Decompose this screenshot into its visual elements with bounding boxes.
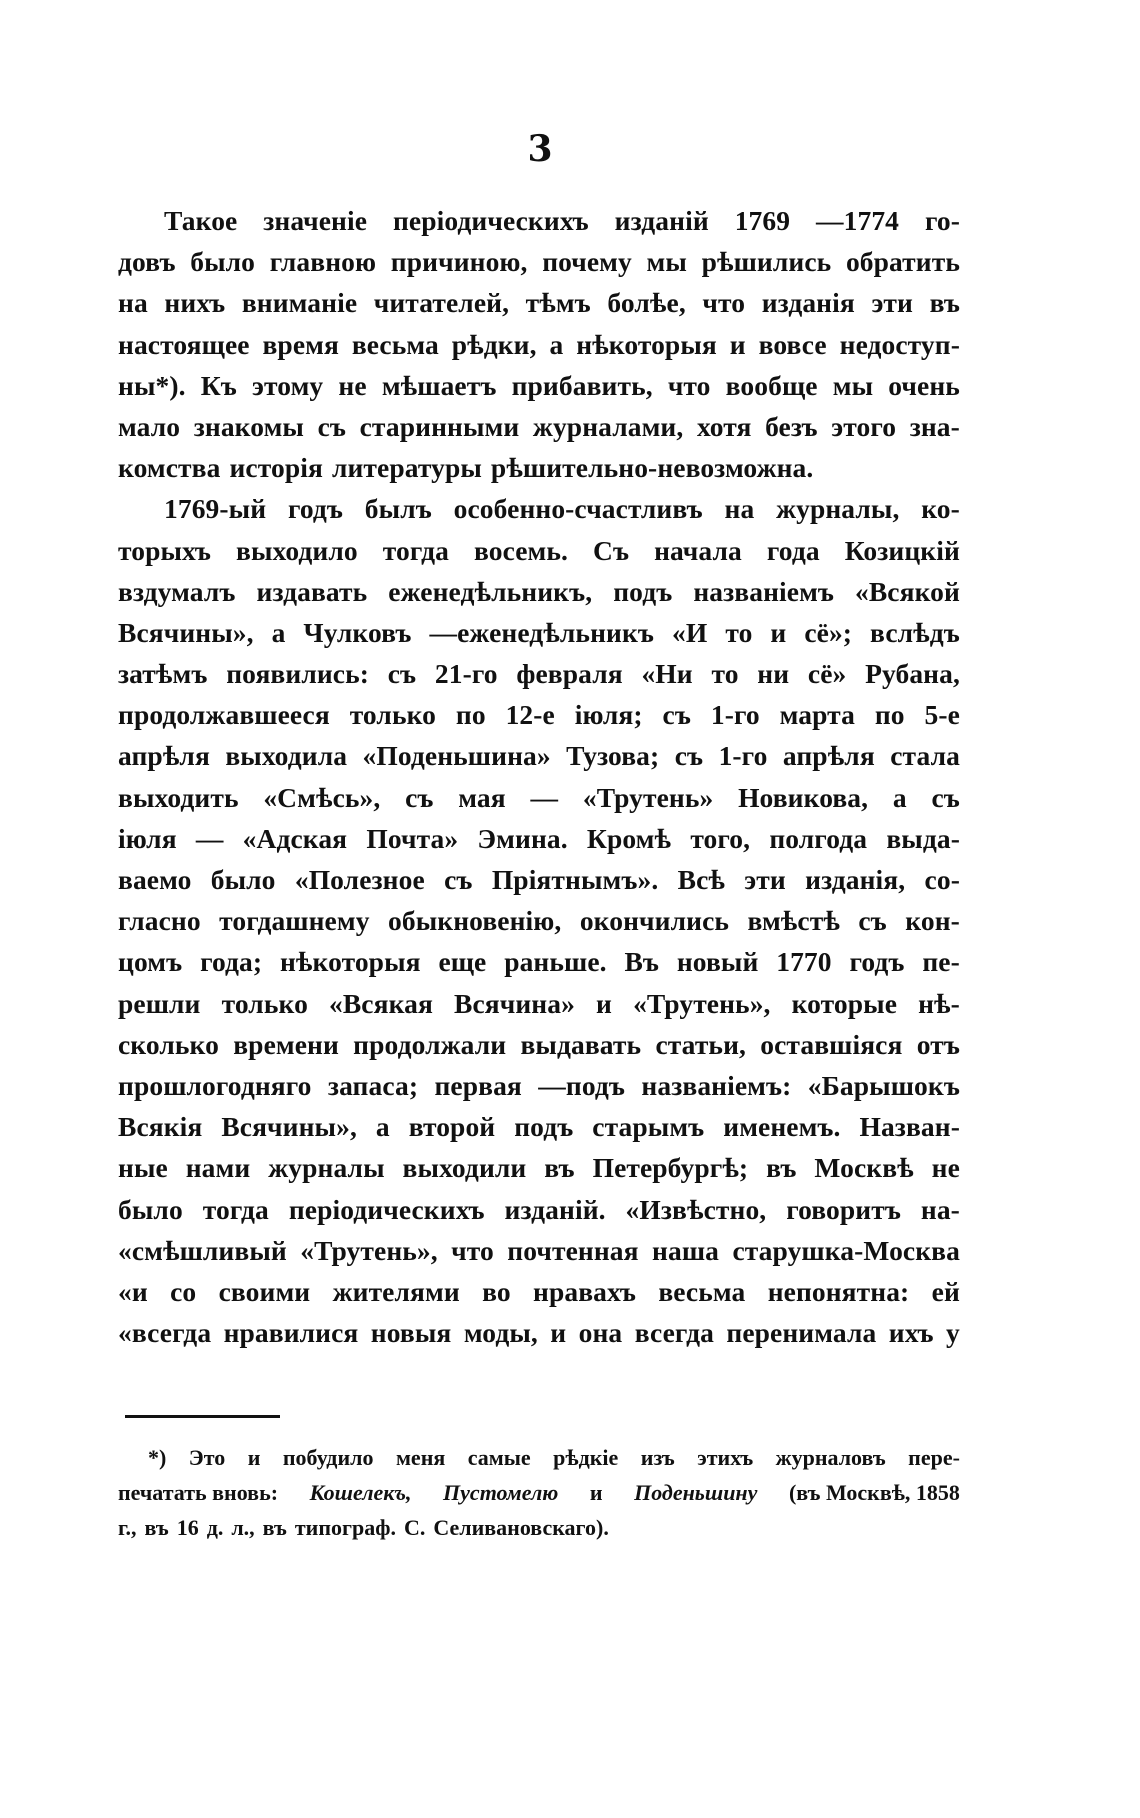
text-word: весьма bbox=[351, 328, 439, 360]
text-word: журналами, bbox=[532, 410, 684, 442]
text-word: «Трутень», bbox=[300, 1234, 438, 1266]
text-word: а bbox=[892, 781, 907, 813]
text-word: торыхъ bbox=[118, 534, 211, 566]
text-line bbox=[118, 1189, 960, 1230]
text-word: тогдашнему bbox=[219, 905, 370, 937]
text-word: Всячины», bbox=[118, 616, 254, 648]
text-word: гласно bbox=[118, 905, 201, 937]
text-line bbox=[118, 818, 960, 859]
text-word: почтенная bbox=[507, 1234, 639, 1266]
text-word: наша bbox=[652, 1234, 720, 1266]
text-word: нравахъ bbox=[533, 1275, 636, 1307]
text-word: іюля bbox=[118, 822, 177, 854]
text-word: вздумалъ bbox=[118, 575, 236, 607]
text-line bbox=[118, 1312, 960, 1353]
text-word: настоящее bbox=[118, 328, 250, 360]
text-word: годъ bbox=[849, 946, 905, 978]
text-word: съ bbox=[405, 781, 434, 813]
text-word: Петербургѣ; bbox=[592, 1152, 749, 1184]
text-word: того, bbox=[690, 822, 751, 854]
text-word: безъ bbox=[765, 410, 818, 442]
text-word: литературы bbox=[331, 452, 482, 484]
text-word: только bbox=[349, 699, 437, 731]
text-word: съ bbox=[387, 658, 417, 690]
text-word: ни bbox=[757, 658, 790, 690]
footnote-word: меня bbox=[395, 1445, 446, 1470]
footnote-text: печатать вновь: bbox=[118, 1480, 279, 1505]
text-line bbox=[118, 447, 960, 488]
footnote-word: самые bbox=[467, 1445, 531, 1470]
footnote-title-pustomelya: Пустомелю bbox=[443, 1480, 559, 1505]
text-word: Кромѣ bbox=[586, 822, 672, 854]
footnote-word: д. bbox=[206, 1515, 224, 1540]
text-line bbox=[118, 1147, 960, 1188]
text-word: изданія bbox=[761, 287, 855, 319]
text-word: второй bbox=[408, 1111, 496, 1143]
text-word: по bbox=[455, 699, 486, 731]
footnote-word: л., bbox=[231, 1515, 255, 1540]
text-word: выходило bbox=[236, 534, 358, 566]
text-word: нѣкоторыя bbox=[576, 328, 717, 360]
footnote-word: типограф. bbox=[294, 1515, 396, 1540]
text-word: что bbox=[667, 369, 711, 401]
text-line bbox=[118, 530, 960, 571]
text-word: Чулковъ bbox=[303, 616, 412, 648]
text-word: ны*). bbox=[118, 369, 186, 401]
text-word: ко- bbox=[921, 493, 960, 525]
text-word: старушка-Москва bbox=[732, 1234, 960, 1266]
text-word: «Ни bbox=[641, 658, 693, 690]
text-word: на bbox=[724, 493, 755, 525]
text-word: «Извѣстно, bbox=[625, 1193, 767, 1225]
text-line bbox=[118, 735, 960, 776]
text-word: со- bbox=[924, 864, 960, 895]
text-word: и bbox=[770, 616, 787, 648]
text-word: на bbox=[118, 287, 148, 319]
text-word: мы bbox=[832, 369, 874, 401]
text-word: Пріятнымъ». bbox=[491, 864, 659, 895]
text-word: было bbox=[118, 1193, 183, 1225]
text-word: нихъ bbox=[164, 287, 226, 319]
footnote-line bbox=[118, 1440, 960, 1475]
text-word: очень bbox=[888, 369, 960, 401]
text-line bbox=[118, 406, 960, 447]
text-word: статьи, bbox=[655, 1028, 746, 1060]
text-word: решли bbox=[118, 987, 201, 1019]
text-line bbox=[118, 200, 960, 241]
footnote bbox=[118, 1440, 960, 1545]
footnote-word: С. bbox=[403, 1515, 426, 1540]
text-word: Эмина. bbox=[477, 822, 568, 854]
text-line bbox=[118, 900, 960, 941]
text-word: прошлогодняго bbox=[118, 1069, 312, 1101]
footnote-word: Это bbox=[188, 1445, 226, 1470]
text-word: а bbox=[271, 616, 286, 648]
text-word: сё»; bbox=[804, 616, 853, 648]
text-word: «и bbox=[118, 1275, 148, 1307]
text-word: недоступ- bbox=[839, 328, 960, 360]
text-word: довъ bbox=[118, 246, 176, 278]
text-word: и bbox=[596, 987, 612, 1019]
text-word: 1770 bbox=[776, 946, 832, 978]
text-line bbox=[118, 653, 960, 694]
text-word: появились: bbox=[226, 658, 370, 690]
text-word: «всегда bbox=[118, 1317, 212, 1349]
text-word: «Всякая bbox=[329, 987, 433, 1019]
text-word: зна- bbox=[909, 410, 960, 442]
text-word: первая bbox=[434, 1069, 522, 1101]
text-word: тогда bbox=[382, 534, 449, 566]
text-word: не bbox=[931, 1152, 960, 1184]
text-word: — bbox=[530, 781, 559, 813]
text-word: «Трутень», bbox=[633, 987, 771, 1019]
text-word: хотя bbox=[696, 410, 752, 442]
text-line bbox=[118, 777, 960, 818]
footnote-word: рѣдкіе bbox=[553, 1445, 619, 1470]
page-number: 3 bbox=[527, 128, 553, 170]
text-word: отъ bbox=[916, 1028, 960, 1060]
text-word: 1769 bbox=[734, 205, 791, 236]
footnote-word: 16 bbox=[176, 1515, 199, 1540]
footnote-word: г., bbox=[118, 1515, 137, 1540]
text-word: нравилися bbox=[223, 1317, 359, 1349]
text-word: раньше. bbox=[504, 946, 607, 978]
text-word: изданій bbox=[614, 205, 709, 236]
text-word: не bbox=[338, 369, 367, 401]
text-word: марта bbox=[779, 699, 855, 731]
text-word: Назван- bbox=[859, 1111, 960, 1143]
text-word: годъ bbox=[287, 493, 344, 525]
text-word: на- bbox=[920, 1193, 960, 1225]
text-word: Тузова; bbox=[566, 740, 660, 772]
text-word: во bbox=[482, 1275, 511, 1307]
text-word: то bbox=[725, 616, 753, 648]
text-word: еженедѣльникъ, bbox=[388, 575, 593, 607]
text-word: Съ bbox=[592, 534, 630, 566]
text-word: названіемъ bbox=[693, 575, 835, 607]
text-word: было bbox=[190, 246, 256, 278]
text-line bbox=[118, 488, 960, 529]
text-word: сколько bbox=[118, 1028, 219, 1060]
footnote-word: и bbox=[247, 1445, 261, 1470]
text-word: «И bbox=[672, 616, 708, 648]
text-word: выходили bbox=[402, 1152, 527, 1184]
text-word: изданія, bbox=[805, 864, 906, 895]
footnote-word: изъ bbox=[640, 1445, 675, 1470]
text-word: продолжали bbox=[353, 1028, 507, 1060]
text-word: въ bbox=[929, 287, 960, 319]
text-word: тогда bbox=[202, 1193, 269, 1225]
text-word: исторія bbox=[229, 452, 323, 484]
footnote-line bbox=[118, 1475, 960, 1510]
text-word: вслѣдъ bbox=[870, 616, 960, 648]
text-word: особенно-счастливъ bbox=[453, 493, 703, 525]
text-word: апрѣля bbox=[782, 740, 875, 772]
text-word: почему bbox=[542, 246, 632, 278]
text-word: вмѣстѣ bbox=[747, 905, 840, 937]
text-line bbox=[118, 282, 960, 323]
text-word: и bbox=[729, 328, 746, 360]
text-word: мы bbox=[646, 246, 687, 278]
text-word: 21-го bbox=[434, 658, 498, 690]
text-line bbox=[118, 1106, 960, 1147]
text-word: вниманіе bbox=[241, 287, 358, 319]
text-word: значеніе bbox=[263, 205, 368, 236]
text-word: іюля; bbox=[574, 699, 643, 731]
text-line bbox=[118, 1065, 960, 1106]
text-word: моды, bbox=[463, 1317, 538, 1349]
text-word: съ bbox=[674, 740, 704, 772]
text-word: только bbox=[221, 987, 308, 1019]
text-word: съ bbox=[317, 410, 347, 442]
text-word: ные bbox=[118, 1152, 168, 1184]
text-word: и bbox=[550, 1317, 567, 1349]
text-word: 5-е bbox=[924, 699, 960, 731]
text-word: 1-го bbox=[710, 699, 760, 731]
footnote-word: Селивановскаго). bbox=[433, 1515, 609, 1540]
footnote-title-koshelek: Кошелекъ, bbox=[309, 1480, 412, 1505]
text-line bbox=[118, 241, 960, 282]
text-word: новыя bbox=[370, 1317, 452, 1349]
text-word: комства bbox=[118, 452, 221, 484]
text-word: съ bbox=[444, 864, 473, 895]
text-line bbox=[118, 941, 960, 982]
footnote-word: журналовъ bbox=[775, 1445, 886, 1470]
text-word: «Трутень» bbox=[582, 781, 714, 813]
text-word: прибавить, bbox=[511, 369, 653, 401]
text-word: мая bbox=[458, 781, 506, 813]
text-word: 1-го bbox=[718, 740, 768, 772]
text-word: ихъ bbox=[888, 1317, 934, 1349]
text-word: подъ bbox=[613, 575, 673, 607]
text-word: весьма bbox=[658, 1275, 746, 1307]
text-word: Въ bbox=[624, 946, 660, 978]
text-word: цомъ bbox=[118, 946, 183, 978]
text-word: «Смѣсь», bbox=[263, 781, 381, 813]
text-word: —еженедѣльникъ bbox=[429, 616, 655, 648]
text-word: мало bbox=[118, 410, 181, 442]
text-word: то bbox=[711, 658, 739, 690]
text-word: рѣдки, bbox=[451, 328, 537, 360]
text-word: Москвѣ bbox=[814, 1152, 914, 1184]
text-word: тѣмъ bbox=[525, 287, 591, 319]
text-word: она bbox=[578, 1317, 623, 1349]
footnote-word: въ bbox=[262, 1515, 287, 1540]
text-line bbox=[118, 859, 960, 900]
text-word: полгода bbox=[769, 822, 868, 854]
text-word: года bbox=[766, 534, 820, 566]
text-word: нѣ- bbox=[918, 987, 960, 1019]
text-word: мѣшаетъ bbox=[381, 369, 497, 401]
text-word: — bbox=[195, 822, 224, 854]
footnote-text: и bbox=[589, 1480, 603, 1505]
text-word: окончились bbox=[579, 905, 730, 937]
text-word: эти bbox=[744, 864, 786, 895]
text-word: Всячины», bbox=[221, 1111, 357, 1143]
text-word: запаса; bbox=[327, 1069, 419, 1101]
text-word: Рубана, bbox=[865, 658, 960, 690]
text-word: Такое bbox=[164, 205, 238, 236]
text-word: Козицкій bbox=[844, 534, 960, 566]
text-word: старинными bbox=[359, 410, 520, 442]
text-word: «смѣшливый bbox=[118, 1234, 287, 1266]
text-word: Новикова, bbox=[738, 781, 869, 813]
text-word: въ bbox=[766, 1152, 797, 1184]
footnote-word: пере- bbox=[908, 1445, 960, 1470]
footnote-text: (въ Москвѣ, 1858 bbox=[788, 1480, 960, 1505]
text-word: «Полезное bbox=[294, 864, 425, 895]
text-word: обратить bbox=[845, 246, 960, 278]
text-word: причиною, bbox=[390, 246, 528, 278]
text-word: время bbox=[262, 328, 339, 360]
text-word: продолжавшееся bbox=[118, 699, 330, 731]
text-word: жителями bbox=[332, 1275, 460, 1307]
text-word: всегда bbox=[634, 1317, 715, 1349]
text-word: 1769-ый bbox=[164, 493, 267, 525]
text-word: Всячина» bbox=[454, 987, 575, 1019]
text-word: новый bbox=[676, 946, 759, 978]
text-word: —1774 bbox=[816, 205, 900, 236]
text-word: начала bbox=[654, 534, 742, 566]
text-word: съ bbox=[931, 781, 960, 813]
footnote-word: этихъ bbox=[697, 1445, 754, 1470]
text-word: Всѣ bbox=[677, 864, 725, 895]
text-line bbox=[118, 694, 960, 735]
text-line bbox=[118, 1230, 960, 1271]
text-word: перенимала bbox=[726, 1317, 877, 1349]
text-word: говоритъ bbox=[786, 1193, 901, 1225]
text-word: эти bbox=[871, 287, 913, 319]
text-word: «Поденьшина» bbox=[362, 740, 551, 772]
text-word: этому bbox=[252, 369, 324, 401]
text-word: затѣмъ bbox=[118, 658, 208, 690]
text-word: «Адская bbox=[242, 822, 348, 854]
body-text bbox=[118, 200, 960, 1353]
text-word: періодическихъ bbox=[392, 205, 589, 236]
footnote-line bbox=[118, 1510, 960, 1545]
text-word: своими bbox=[218, 1275, 311, 1307]
text-word: апрѣля bbox=[118, 740, 210, 772]
text-line bbox=[118, 1024, 960, 1065]
text-word: именемъ. bbox=[723, 1111, 841, 1143]
text-word: что bbox=[702, 287, 746, 319]
text-word: подъ bbox=[514, 1111, 574, 1143]
text-word: февраля bbox=[516, 658, 623, 690]
text-word: знакомы bbox=[193, 410, 304, 442]
text-word: Къ bbox=[200, 369, 237, 401]
text-word: по bbox=[874, 699, 905, 731]
text-word: которые bbox=[791, 987, 898, 1019]
text-word: непонятна: bbox=[767, 1275, 910, 1307]
text-word: вовсе bbox=[758, 328, 827, 360]
text-word: было bbox=[210, 864, 276, 895]
text-word: еще bbox=[438, 946, 487, 978]
footnote-word: *) bbox=[148, 1445, 167, 1470]
text-word: у bbox=[946, 1317, 960, 1349]
text-word: со bbox=[170, 1275, 197, 1307]
text-word: оставшіяся bbox=[760, 1028, 903, 1060]
text-word: нами bbox=[185, 1152, 251, 1184]
text-word: стала bbox=[890, 740, 960, 772]
text-word: нѣкоторыя bbox=[279, 946, 421, 978]
text-word: ваемо bbox=[118, 864, 192, 895]
text-word: выдавать bbox=[520, 1028, 642, 1060]
text-word: что bbox=[451, 1234, 494, 1266]
text-word: обыкновенію, bbox=[388, 905, 562, 937]
text-word: главною bbox=[269, 246, 377, 278]
footnote-word: побудило bbox=[282, 1445, 374, 1470]
text-line bbox=[118, 1271, 960, 1312]
text-word: года; bbox=[200, 946, 263, 978]
text-word: названіемъ: bbox=[641, 1069, 792, 1101]
text-word: выходила bbox=[225, 740, 348, 772]
text-word: рѣшились bbox=[701, 246, 832, 278]
text-word: рѣшительно-невозможна. bbox=[490, 452, 814, 484]
text-line bbox=[118, 365, 960, 406]
text-word: этого bbox=[831, 410, 897, 442]
text-word: съ bbox=[858, 905, 887, 937]
text-word: издавать bbox=[256, 575, 368, 607]
text-word: періодическихъ bbox=[288, 1193, 485, 1225]
text-word: «Барышокъ bbox=[807, 1069, 960, 1101]
text-line bbox=[118, 983, 960, 1024]
text-word: болѣе, bbox=[607, 287, 686, 319]
text-word: Всякія bbox=[118, 1111, 203, 1143]
text-word: вообще bbox=[725, 369, 818, 401]
text-line bbox=[118, 324, 960, 365]
text-word: а bbox=[375, 1111, 390, 1143]
text-word: съ bbox=[662, 699, 691, 731]
text-word: кон- bbox=[905, 905, 960, 937]
text-word: читателей, bbox=[373, 287, 510, 319]
text-word: журналы bbox=[268, 1152, 385, 1184]
text-word: ей bbox=[931, 1275, 960, 1307]
text-word: —подъ bbox=[538, 1069, 626, 1101]
text-word: въ bbox=[544, 1152, 575, 1184]
text-word: а bbox=[549, 328, 564, 360]
text-word: старымъ bbox=[592, 1111, 705, 1143]
text-word: выда- bbox=[886, 822, 960, 854]
text-word: восемь. bbox=[473, 534, 568, 566]
footnote-divider bbox=[125, 1415, 280, 1418]
text-word: изданій. bbox=[504, 1193, 606, 1225]
footnote-title-podenshina: Поденьшину bbox=[634, 1480, 758, 1505]
text-word: Почта» bbox=[366, 822, 459, 854]
text-word: сё» bbox=[807, 658, 847, 690]
text-word: былъ bbox=[364, 493, 432, 525]
text-word: пе- bbox=[922, 946, 960, 978]
text-word: выходить bbox=[118, 781, 239, 813]
text-word: журналы, bbox=[776, 493, 900, 525]
text-word: го- bbox=[924, 205, 960, 236]
text-word: времени bbox=[233, 1028, 339, 1060]
text-line bbox=[118, 612, 960, 653]
text-line bbox=[118, 571, 960, 612]
text-word: 12-е bbox=[505, 699, 555, 731]
text-word: «Всякой bbox=[855, 575, 960, 607]
footnote-word: въ bbox=[144, 1515, 169, 1540]
